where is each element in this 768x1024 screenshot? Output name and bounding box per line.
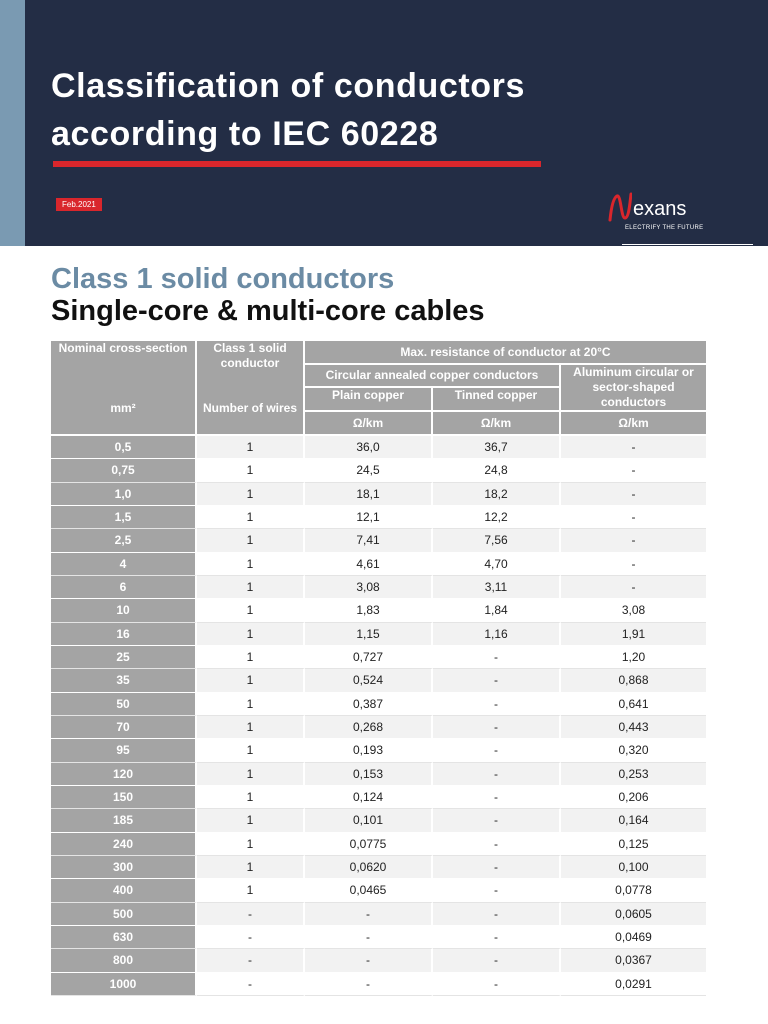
cell-plain-copper: 3,08 — [305, 576, 433, 599]
table-row — [51, 529, 706, 552]
cell-cross-section: 1,0 — [51, 483, 197, 506]
cell-aluminum: 1,91 — [561, 623, 706, 646]
header-plain-copper: Plain copper — [305, 388, 433, 412]
cell-plain-copper: 24,5 — [305, 459, 433, 482]
table-row — [51, 646, 706, 669]
title-underline — [53, 161, 541, 167]
cell-aluminum: 3,08 — [561, 599, 706, 622]
cell-cross-section: 6 — [51, 576, 197, 599]
cell-plain-copper: 7,41 — [305, 529, 433, 552]
cell-tinned-copper: - — [433, 949, 561, 972]
header-class1 — [197, 341, 305, 436]
cell-tinned-copper: - — [433, 833, 561, 856]
cell-tinned-copper: - — [433, 856, 561, 879]
cell-tinned-copper: 12,2 — [433, 506, 561, 529]
cell-tinned-copper: 18,2 — [433, 483, 561, 506]
cell-cross-section: 630 — [51, 926, 197, 949]
table-row — [51, 973, 706, 996]
table-body — [51, 436, 706, 996]
cell-number-of-wires: 1 — [197, 879, 305, 902]
page-title-line-2: according to IEC 60228 — [51, 115, 439, 153]
cell-number-of-wires: 1 — [197, 599, 305, 622]
cell-tinned-copper: 1,84 — [433, 599, 561, 622]
conductor-resistance-table — [51, 341, 706, 996]
cell-cross-section: 1000 — [51, 973, 197, 996]
cell-plain-copper: 0,524 — [305, 669, 433, 692]
table-row — [51, 506, 706, 529]
cell-aluminum: 0,0778 — [561, 879, 706, 902]
cell-number-of-wires: - — [197, 903, 305, 926]
cell-cross-section: 150 — [51, 786, 197, 809]
table-row — [51, 786, 706, 809]
cell-cross-section: 16 — [51, 623, 197, 646]
table-row — [51, 903, 706, 926]
table-row — [51, 623, 706, 646]
brand-name: exans — [633, 198, 687, 220]
nexans-n-icon — [608, 192, 632, 222]
logo-divider — [622, 244, 753, 245]
cell-tinned-copper: 24,8 — [433, 459, 561, 482]
cell-aluminum: 0,100 — [561, 856, 706, 879]
cell-cross-section: 25 — [51, 646, 197, 669]
cell-cross-section: 10 — [51, 599, 197, 622]
header-tinned-copper: Tinned copper — [433, 388, 561, 412]
header-unit-aluminum: Ω/km — [561, 412, 706, 436]
header-aluminum: Aluminum circular or sector-shaped conductors — [561, 365, 706, 412]
cell-aluminum: 0,206 — [561, 786, 706, 809]
page-title-line-1: Classification of conductors — [51, 67, 525, 105]
cell-aluminum: 0,0291 — [561, 973, 706, 996]
cell-cross-section: 185 — [51, 809, 197, 832]
cell-cross-section: 500 — [51, 903, 197, 926]
cell-aluminum: 1,20 — [561, 646, 706, 669]
cell-aluminum: - — [561, 436, 706, 459]
header-unit-mm: mm² — [110, 401, 136, 415]
cell-plain-copper: - — [305, 926, 433, 949]
cell-cross-section: 300 — [51, 856, 197, 879]
table-row — [51, 716, 706, 739]
table-row — [51, 879, 706, 902]
cell-cross-section: 120 — [51, 763, 197, 786]
cell-tinned-copper: 4,70 — [433, 553, 561, 576]
table-row — [51, 576, 706, 599]
section-subheading: Single-core & multi-core cables — [51, 295, 485, 327]
cell-number-of-wires: 1 — [197, 529, 305, 552]
date-badge: Feb.2021 — [56, 198, 102, 211]
cell-plain-copper: 0,0465 — [305, 879, 433, 902]
cell-cross-section: 50 — [51, 693, 197, 716]
cell-tinned-copper: - — [433, 973, 561, 996]
cell-aluminum: 0,0605 — [561, 903, 706, 926]
cell-tinned-copper: - — [433, 763, 561, 786]
cell-number-of-wires: 1 — [197, 833, 305, 856]
cell-tinned-copper: - — [433, 903, 561, 926]
brand-logo — [608, 190, 758, 240]
cell-number-of-wires: 1 — [197, 856, 305, 879]
cell-tinned-copper: - — [433, 809, 561, 832]
cell-plain-copper: 0,387 — [305, 693, 433, 716]
cell-plain-copper: 1,83 — [305, 599, 433, 622]
cell-number-of-wires: 1 — [197, 763, 305, 786]
cell-plain-copper: 1,15 — [305, 623, 433, 646]
cell-number-of-wires: - — [197, 949, 305, 972]
cell-cross-section: 70 — [51, 716, 197, 739]
section-heading: Class 1 solid conductors — [51, 263, 395, 295]
cell-number-of-wires: - — [197, 926, 305, 949]
title-banner — [0, 0, 768, 246]
cell-number-of-wires: 1 — [197, 693, 305, 716]
cell-plain-copper: - — [305, 903, 433, 926]
cell-plain-copper: 0,0775 — [305, 833, 433, 856]
cell-aluminum: 0,868 — [561, 669, 706, 692]
cell-aluminum: - — [561, 576, 706, 599]
cell-cross-section: 1,5 — [51, 506, 197, 529]
cell-number-of-wires: 1 — [197, 576, 305, 599]
cell-cross-section: 35 — [51, 669, 197, 692]
cell-aluminum: - — [561, 459, 706, 482]
header-max-resistance: Max. resistance of conductor at 20°C — [305, 341, 706, 365]
cell-plain-copper: 36,0 — [305, 436, 433, 459]
table-row — [51, 669, 706, 692]
cell-plain-copper: - — [305, 949, 433, 972]
cell-number-of-wires: 1 — [197, 809, 305, 832]
cell-aluminum: 0,164 — [561, 809, 706, 832]
cell-number-of-wires: - — [197, 973, 305, 996]
cell-aluminum: 0,0367 — [561, 949, 706, 972]
cell-plain-copper: 12,1 — [305, 506, 433, 529]
header-class1-label: Class 1 solid conductor — [213, 341, 287, 370]
table-row — [51, 436, 706, 459]
cell-plain-copper: 0,727 — [305, 646, 433, 669]
table-row — [51, 693, 706, 716]
table-row — [51, 459, 706, 482]
cell-tinned-copper: - — [433, 693, 561, 716]
table-row — [51, 809, 706, 832]
cell-number-of-wires: 1 — [197, 506, 305, 529]
cell-number-of-wires: 1 — [197, 436, 305, 459]
cell-number-of-wires: 1 — [197, 623, 305, 646]
cell-plain-copper: 0,124 — [305, 786, 433, 809]
header-nominal-label: Nominal cross-section — [58, 341, 188, 355]
cell-number-of-wires: 1 — [197, 786, 305, 809]
header-circular-copper: Circular annealed copper conductors — [305, 365, 561, 388]
cell-aluminum: 0,641 — [561, 693, 706, 716]
cell-tinned-copper: 3,11 — [433, 576, 561, 599]
cell-aluminum: - — [561, 529, 706, 552]
table-row — [51, 833, 706, 856]
header-unit-tinned: Ω/km — [433, 412, 561, 436]
cell-number-of-wires: 1 — [197, 483, 305, 506]
cell-number-of-wires: 1 — [197, 739, 305, 762]
cell-aluminum: 0,320 — [561, 739, 706, 762]
cell-tinned-copper: - — [433, 786, 561, 809]
cell-cross-section: 4 — [51, 553, 197, 576]
cell-number-of-wires: 1 — [197, 646, 305, 669]
cell-cross-section: 800 — [51, 949, 197, 972]
table-row — [51, 739, 706, 762]
cell-number-of-wires: 1 — [197, 716, 305, 739]
cell-number-of-wires: 1 — [197, 553, 305, 576]
banner-accent-stripe — [0, 0, 25, 246]
cell-plain-copper: 0,0620 — [305, 856, 433, 879]
header-unit-wires: Number of wires — [202, 401, 298, 415]
table-row — [51, 483, 706, 506]
cell-tinned-copper: - — [433, 669, 561, 692]
brand-tagline: ELECTRIFY THE FUTURE — [625, 225, 704, 231]
cell-aluminum: 0,0469 — [561, 926, 706, 949]
cell-plain-copper: 4,61 — [305, 553, 433, 576]
cell-aluminum: - — [561, 553, 706, 576]
cell-aluminum: 0,443 — [561, 716, 706, 739]
cell-tinned-copper: 7,56 — [433, 529, 561, 552]
cell-tinned-copper: 36,7 — [433, 436, 561, 459]
table-row — [51, 599, 706, 622]
cell-tinned-copper: 1,16 — [433, 623, 561, 646]
cell-plain-copper: 0,268 — [305, 716, 433, 739]
cell-number-of-wires: 1 — [197, 669, 305, 692]
cell-tinned-copper: - — [433, 739, 561, 762]
cell-tinned-copper: - — [433, 926, 561, 949]
cell-number-of-wires: 1 — [197, 459, 305, 482]
table-row — [51, 926, 706, 949]
cell-plain-copper: 0,193 — [305, 739, 433, 762]
page-title — [51, 62, 741, 158]
cell-tinned-copper: - — [433, 879, 561, 902]
cell-cross-section: 2,5 — [51, 529, 197, 552]
cell-cross-section: 0,5 — [51, 436, 197, 459]
table-row — [51, 553, 706, 576]
cell-aluminum: - — [561, 483, 706, 506]
cell-cross-section: 400 — [51, 879, 197, 902]
table-row — [51, 856, 706, 879]
header-nominal-section — [51, 341, 197, 436]
cell-aluminum: - — [561, 506, 706, 529]
cell-plain-copper: - — [305, 973, 433, 996]
cell-tinned-copper: - — [433, 716, 561, 739]
cell-aluminum: 0,253 — [561, 763, 706, 786]
cell-aluminum: 0,125 — [561, 833, 706, 856]
cell-plain-copper: 0,101 — [305, 809, 433, 832]
cell-tinned-copper: - — [433, 646, 561, 669]
cell-cross-section: 240 — [51, 833, 197, 856]
cell-plain-copper: 18,1 — [305, 483, 433, 506]
header-unit-plain: Ω/km — [305, 412, 433, 436]
table-row — [51, 763, 706, 786]
cell-plain-copper: 0,153 — [305, 763, 433, 786]
cell-cross-section: 95 — [51, 739, 197, 762]
cell-cross-section: 0,75 — [51, 459, 197, 482]
table-row — [51, 949, 706, 972]
